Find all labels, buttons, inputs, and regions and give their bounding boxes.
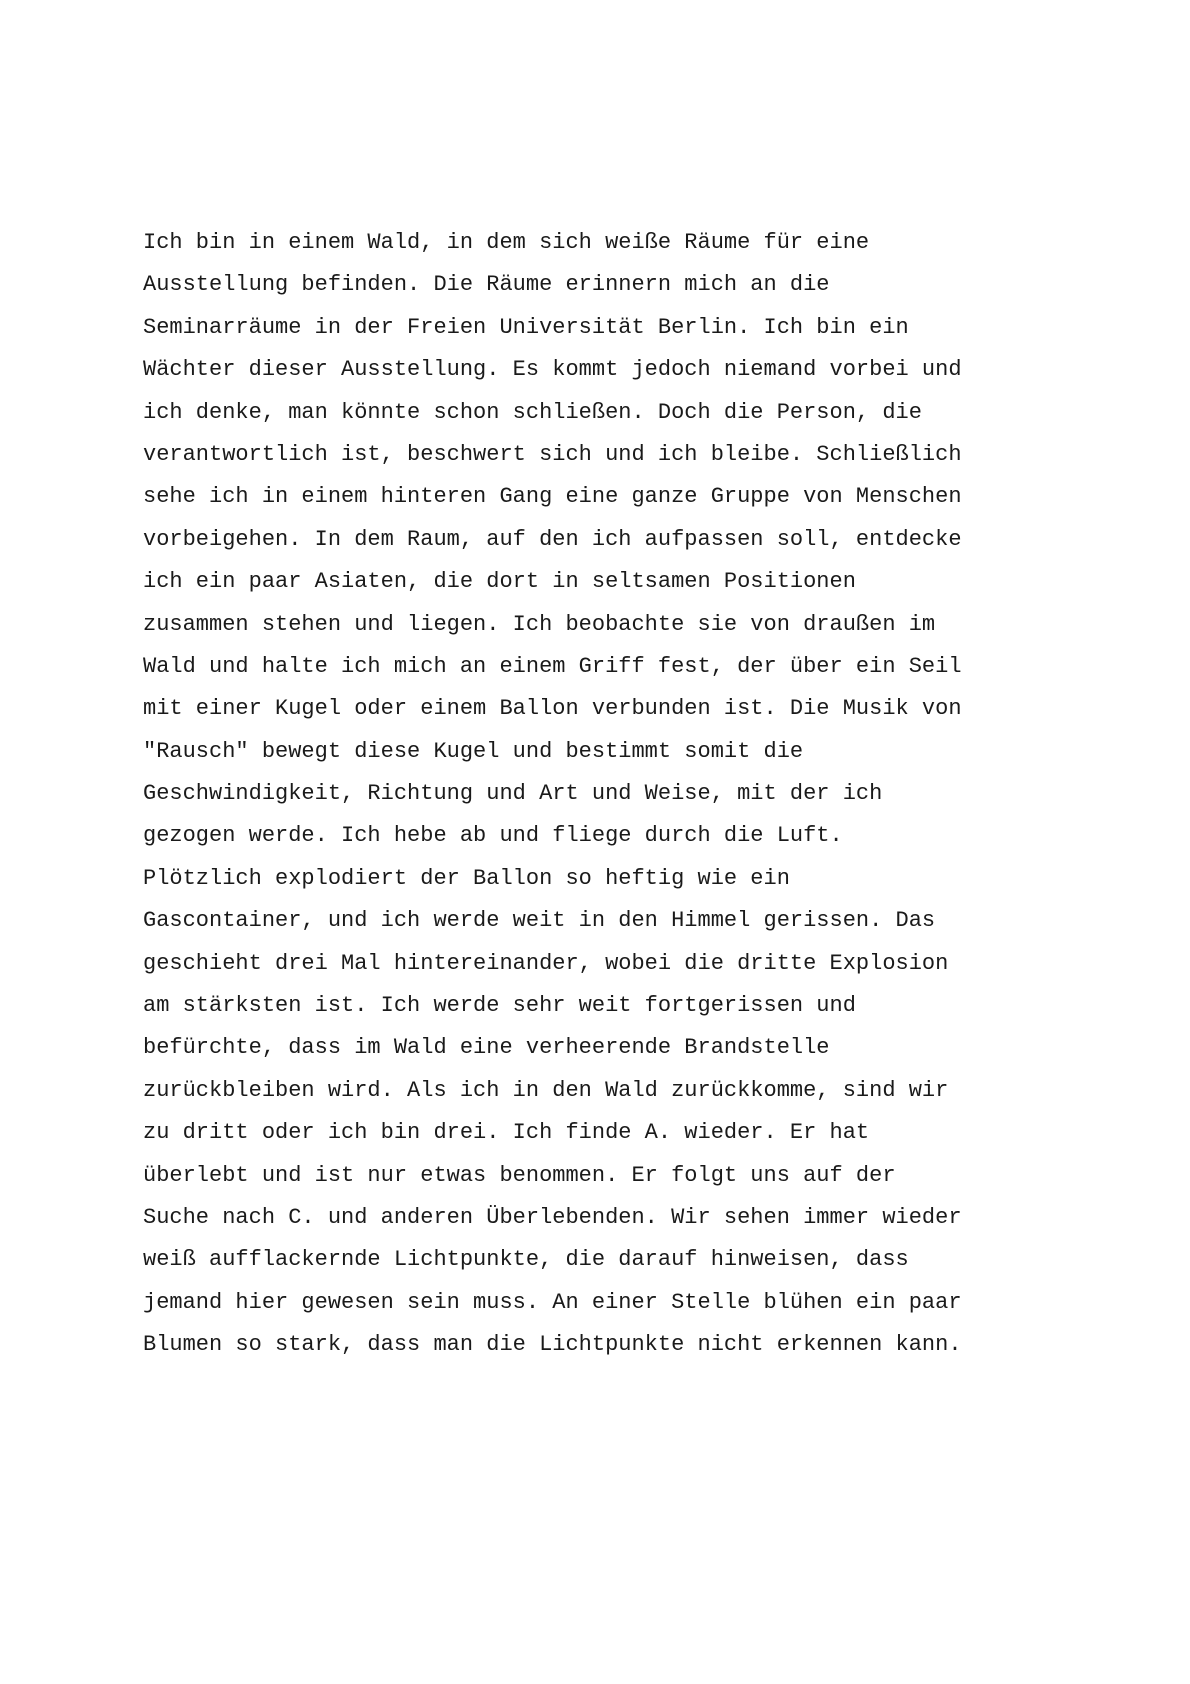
- dream-text-paragraph: [143, 222, 1063, 1367]
- text-line: Suche nach C. und anderen Überlebenden. Wir sehen immer wieder: [143, 1204, 962, 1230]
- text-line: Geschwindigkeit, Richtung und Art und Weise, mit der ich: [143, 781, 883, 807]
- text-line: gezogen werde. Ich hebe ab und fliege durch die Luft.: [143, 823, 843, 849]
- text-line: zusammen stehen und liegen. Ich beobachte sie von draußen im: [143, 611, 936, 637]
- text-line: jemand hier gewesen sein muss. An einer Stelle blühen ein paar: [143, 1289, 962, 1315]
- text-line: Blumen so stark, dass man die Lichtpunkte nicht erkennen kann.: [143, 1332, 962, 1358]
- text-line: Wächter dieser Ausstellung. Es kommt jedoch niemand vorbei und: [143, 357, 962, 383]
- text-line: Ich bin in einem Wald, in dem sich weiße Räume für eine: [143, 230, 870, 255]
- text-line: ich ein paar Asiaten, die dort in seltsamen Positionen: [143, 569, 856, 595]
- text-line: vorbeigehen. In dem Raum, auf den ich aufpassen soll, entdecke: [143, 526, 962, 552]
- text-line: weiß aufflackernde Lichtpunkte, die darauf hinweisen, dass: [143, 1247, 909, 1273]
- text-line: zurückbleiben wird. Als ich in den Wald zurückkomme, sind wir: [143, 1077, 949, 1103]
- text-line: Gascontainer, und ich werde weit in den Himmel gerissen. Das: [143, 908, 936, 934]
- text-line: überlebt und ist nur etwas benommen. Er folgt uns auf der: [143, 1162, 896, 1188]
- text-line: Ausstellung befinden. Die Räume erinnern mich an die: [143, 272, 830, 298]
- text-line: verantwortlich ist, beschwert sich und ich bleibe. Schließlich: [143, 441, 962, 467]
- text-line: mit einer Kugel oder einem Ballon verbunden ist. Die Musik von: [143, 696, 962, 722]
- text-line: Seminarräume in der Freien Universität Berlin. Ich bin ein: [143, 314, 909, 340]
- text-line: Plötzlich explodiert der Ballon so heftig wie ein: [143, 865, 790, 891]
- text-line: am stärksten ist. Ich werde sehr weit fortgerissen und: [143, 993, 856, 1019]
- text-line: zu dritt oder ich bin drei. Ich finde A. wieder. Er hat: [143, 1120, 870, 1146]
- text-line: befürchte, dass im Wald eine verheerende Brandstelle: [143, 1035, 830, 1061]
- text-line: Wald und halte ich mich an einem Griff fest, der über ein Seil: [143, 653, 962, 679]
- text-line: ich denke, man könnte schon schließen. Doch die Person, die: [143, 399, 922, 425]
- text-line: geschieht drei Mal hintereinander, wobei die dritte Explosion: [143, 950, 949, 976]
- text-line: "Rausch" bewegt diese Kugel und bestimmt somit die: [143, 738, 804, 764]
- text-line: sehe ich in einem hinteren Gang eine ganze Gruppe von Menschen: [143, 484, 962, 510]
